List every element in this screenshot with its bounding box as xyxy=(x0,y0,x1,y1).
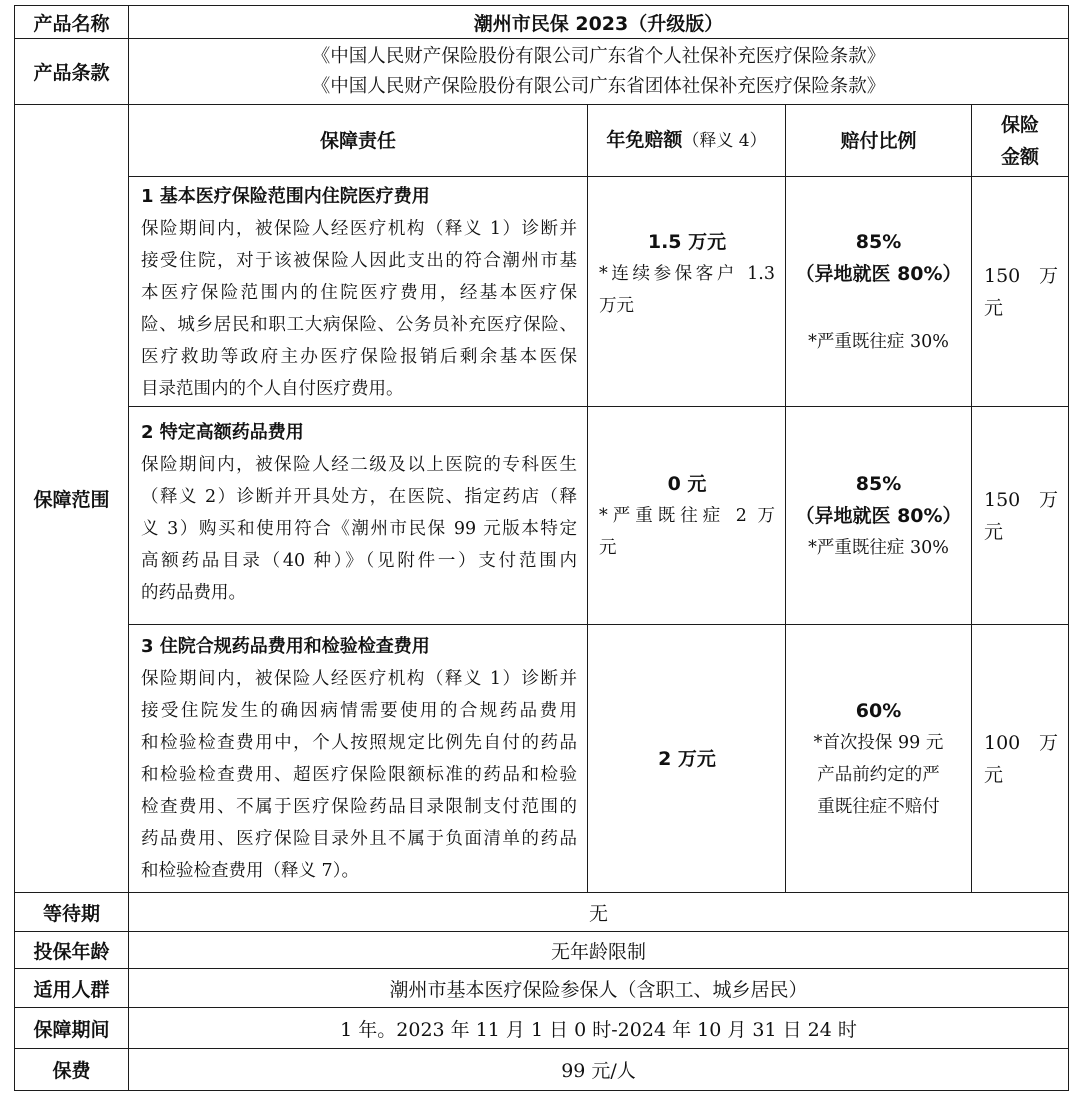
item-3-ratio: 60% xyxy=(855,699,902,722)
item-1-duty-cell xyxy=(129,177,588,407)
item-3-amount-line-2: 元 xyxy=(984,763,1004,786)
item-1-body-line-5: 医疗救助等政府主办医疗保险报销后剩余基本医保 xyxy=(141,347,577,367)
item-2-deductible-cell xyxy=(588,407,786,625)
item-1-body-line-1: 保险期间内，被保险人经医疗机构（释义 1）诊断并 xyxy=(141,219,577,239)
item-3-title: 3 住院合规药品费用和检验检查费用 xyxy=(141,636,430,657)
item-2-deductible: 0 元 xyxy=(667,472,707,495)
header-duty: 保障责任 xyxy=(129,105,588,177)
premium-value: 99 元/人 xyxy=(129,1049,1069,1091)
item-3-amount-cell xyxy=(972,625,1069,893)
eligible-group-value: 潮州市基本医疗保险参保人（含职工、城乡居民） xyxy=(129,969,1069,1008)
item-3-body-line-7: 和检验检查费用（释义 7）。 xyxy=(141,861,359,881)
item-2-amount-line-2: 元 xyxy=(984,520,1004,543)
item-3-body-line-3: 和检验检查费用中，个人按照规定比例先自付的药品 xyxy=(141,733,577,753)
item-3-body-line-1: 保险期间内，被保险人经医疗机构（释义 1）诊断并 xyxy=(141,669,577,689)
insurance-product-table xyxy=(14,5,1069,1091)
header-amount xyxy=(972,105,1069,177)
item-2-ratio: 85% xyxy=(855,472,902,495)
header-ratio: 赔付比例 xyxy=(786,105,972,177)
item-1-deductible-cell xyxy=(588,177,786,407)
item-2-body-line-2: （释义 2）诊断并开具处方，在医院、指定药店（释 xyxy=(141,487,577,507)
item-3-deductible: 2 万元 xyxy=(658,747,716,770)
item-1-body-line-3: 本医疗保险范围内的住院医疗费用，经基本医疗保 xyxy=(141,283,577,303)
premium-label: 保费 xyxy=(15,1049,129,1091)
coverage-header-row xyxy=(15,105,1069,177)
item-2-amount-cell xyxy=(972,407,1069,625)
item-2-body-line-5: 的药品费用。 xyxy=(141,583,246,603)
product-name-value: 潮州市民保 2023（升级版） xyxy=(129,6,1069,39)
item-1-body-line-4: 险、城乡居民和职工大病保险、公务员补充医疗保险、 xyxy=(141,315,577,335)
product-terms-line-2: 《中国人民财产保险股份有限公司广东省团体社保补充医疗保险条款》 xyxy=(311,75,886,97)
item-3-ratio-note-line-3: 重既往症不赔付 xyxy=(817,796,940,817)
item-1-amount-line-2: 元 xyxy=(984,296,1004,319)
product-terms-value xyxy=(129,39,1069,105)
product-terms-row xyxy=(15,39,1069,105)
item-2-amount-line-1: 150 万 xyxy=(984,488,1058,511)
product-name-row xyxy=(15,6,1069,39)
coverage-period-row xyxy=(15,1008,1069,1049)
item-1-amount-line-1: 150 万 xyxy=(984,264,1058,287)
header-deductible xyxy=(588,105,786,177)
product-name-label: 产品名称 xyxy=(15,6,129,39)
item-2-title: 2 特定高额药品费用 xyxy=(141,422,304,443)
item-3-ratio-note-line-2: 产品前约定的严 xyxy=(817,764,940,785)
header-deductible-note: （释义 4） xyxy=(682,131,767,151)
coverage-item-row-2 xyxy=(15,407,1069,625)
item-1-title: 1 基本医疗保险范围内住院医疗费用 xyxy=(141,186,430,207)
product-terms-label: 产品条款 xyxy=(15,39,129,105)
item-1-body-line-2: 接受住院，对于该被保险人因此支出的符合潮州市基 xyxy=(141,251,577,271)
insured-age-value: 无年龄限制 xyxy=(129,932,1069,969)
waiting-period-row xyxy=(15,893,1069,932)
header-deductible-text: 年免赔额 xyxy=(606,129,683,151)
item-3-body-line-6: 药品费用、医疗保险目录外且不属于负面清单的药品 xyxy=(141,829,577,849)
item-3-body-line-4: 和检验检查费用、超医疗保险限额标准的药品和检验 xyxy=(141,765,577,785)
item-2-body-line-3: 义 3）购买和使用符合《潮州市民保 99 元版本特定 xyxy=(141,519,577,539)
item-2-duty-cell xyxy=(129,407,588,625)
item-1-deductible-note-line-2: 万元 xyxy=(599,295,634,316)
coverage-label: 保障范围 xyxy=(15,105,129,893)
product-terms-line-1: 《中国人民财产保险股份有限公司广东省个人社保补充医疗保险条款》 xyxy=(311,45,886,67)
waiting-period-label: 等待期 xyxy=(15,893,129,932)
item-1-deductible-note-line-1: *连续参保客户 1.3 xyxy=(599,263,775,284)
item-2-deductible-note-line-1: *严重既往症 2 万 xyxy=(599,505,775,526)
coverage-period-label: 保障期间 xyxy=(15,1008,129,1049)
waiting-period-value: 无 xyxy=(129,893,1069,932)
eligible-group-row xyxy=(15,969,1069,1008)
coverage-item-row-1 xyxy=(15,177,1069,407)
item-1-deductible: 1.5 万元 xyxy=(647,230,727,253)
insured-age-label: 投保年龄 xyxy=(15,932,129,969)
item-2-ratio-offsite: （异地就医 80%） xyxy=(795,504,962,527)
item-3-body-line-2: 接受住院发生的确因病情需要使用的合规药品费用 xyxy=(141,701,577,721)
item-1-ratio-offsite: （异地就医 80%） xyxy=(795,262,962,285)
item-3-body-line-5: 检查费用、不属于医疗保险药品目录限制支付范围的 xyxy=(141,797,577,817)
item-1-ratio: 85% xyxy=(855,230,902,253)
item-3-ratio-note-line-1: *首次投保 99 元 xyxy=(813,732,944,753)
item-1-ratio-note: *严重既往症 30% xyxy=(808,331,949,352)
item-2-ratio-cell xyxy=(786,407,972,625)
item-2-body-line-1: 保险期间内，被保险人经二级及以上医院的专科医生 xyxy=(141,455,577,475)
header-amount-line-2: 金额 xyxy=(1000,145,1039,168)
item-2-deductible-note-line-2: 元 xyxy=(599,537,617,558)
header-amount-line-1: 保险 xyxy=(1000,113,1039,136)
item-2-body-line-4: 高额药品目录（40 种）》（见附件一）支付范围内 xyxy=(141,551,577,571)
eligible-group-label: 适用人群 xyxy=(15,969,129,1008)
item-1-amount-cell xyxy=(972,177,1069,407)
item-3-ratio-cell xyxy=(786,625,972,893)
item-1-body-line-6: 目录范围内的个人自付医疗费用。 xyxy=(141,379,404,399)
insured-age-row xyxy=(15,932,1069,969)
item-3-deductible-cell xyxy=(588,625,786,893)
item-1-ratio-cell xyxy=(786,177,972,407)
item-2-ratio-note: *严重既往症 30% xyxy=(808,537,949,558)
premium-row xyxy=(15,1049,1069,1091)
coverage-item-row-3 xyxy=(15,625,1069,893)
item-3-duty-cell xyxy=(129,625,588,893)
item-3-amount-line-1: 100 万 xyxy=(984,731,1058,754)
coverage-period-value: 1 年。2023 年 11 月 1 日 0 时-2024 年 10 月 31 日 24 时 xyxy=(129,1008,1069,1049)
